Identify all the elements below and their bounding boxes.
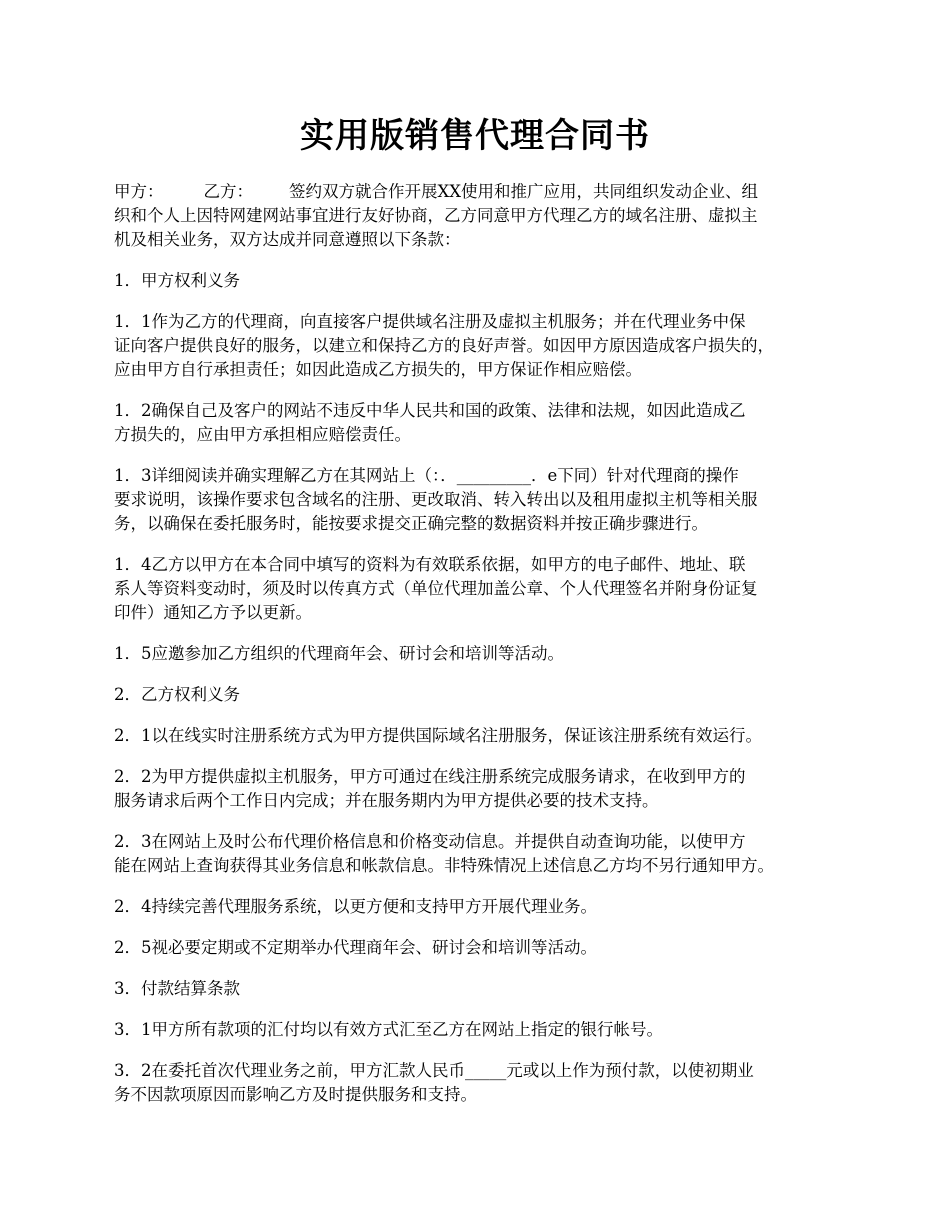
intro-line [114, 180, 854, 204]
paragraph-line: 务不因款项原因而影响乙方及时提供服务和支持。 [114, 1085, 477, 1104]
document-title: 实用版销售代理合同书 [300, 116, 650, 156]
clause-1-3 [114, 464, 854, 536]
intro-text: 签约双方就合作开展XX使用和推广应用，共同组织发动企业、组 [289, 182, 758, 201]
section-heading [114, 269, 854, 293]
paragraph-line: 2．1以在线实时注册系统方式为甲方提供国际域名注册服务，保证该注册系统有效运行。 [114, 726, 762, 745]
intro-paragraph [114, 180, 854, 252]
paragraph-line: 2．乙方权利义务 [114, 685, 240, 704]
paragraph-line: 应由甲方自行承担责任；如因此造成乙方损失的，甲方保证作相应赔偿。 [114, 360, 642, 379]
paragraph-line: 1．4乙方以甲方在本合同中填写的资料为有效联系依据，如甲方的电子邮件、地址、联 [114, 555, 746, 574]
clause-3-1 [114, 1018, 854, 1042]
clause-2-1 [114, 724, 854, 748]
paragraph-line: 能在网站上查询获得其业务信息和帐款信息。非特殊情况上述信息乙方均不另行通知甲方。 [114, 856, 774, 875]
paragraph-line: 要求说明，该操作要求包含域名的注册、更改取消、转入转出以及租用虚拟主机等相关服 [114, 490, 758, 509]
paragraph-line: 1．1作为乙方的代理商，向直接客户提供域名注册及虚拟主机服务；并在代理业务中保 [114, 312, 746, 331]
paragraph-line: 务，以确保在委托服务时，能按要求提交正确完整的数据资料并按正确步骤进行。 [114, 514, 708, 533]
paragraph-line: 1．5应邀参加乙方组织的代理商年会、研讨会和培训等活动。 [114, 644, 564, 663]
clause-1-5 [114, 642, 854, 666]
paragraph-line: 1．甲方权利义务 [114, 271, 240, 290]
section-heading [114, 683, 854, 707]
clause-2-2 [114, 765, 854, 813]
paragraph-line: 系人等资料变动时，须及时以传真方式（单位代理加盖公章、个人代理签名并附身份证复 [114, 579, 758, 598]
paragraph-line: 印件）通知乙方予以更新。 [114, 603, 312, 622]
clause-1-1 [114, 310, 854, 382]
paragraph-line: 3．1甲方所有款项的汇付均以有效方式汇至乙方在网站上指定的银行帐号。 [114, 1020, 663, 1039]
paragraph-line: 3．付款结算条款 [114, 979, 240, 998]
paragraph-line: 2．5视必要定期或不定期举办代理商年会、研讨会和培训等活动。 [114, 938, 597, 957]
paragraph-line: 2．2为甲方提供虚拟主机服务，甲方可通过在线注册系统完成服务请求，在收到甲方的 [114, 767, 746, 786]
paragraph-line: 2．4持续完善代理服务系统，以更方便和支持甲方开展代理业务。 [114, 897, 597, 916]
intro-line: 机及相关业务，双方达成并同意遵照以下条款： [114, 230, 461, 249]
section-heading [114, 977, 854, 1001]
clause-1-2 [114, 399, 854, 447]
paragraph-line: 1．2确保自己及客户的网站不违反中华人民共和国的政策、法律和法规，如因此造成乙 [114, 401, 746, 420]
party-b-label: 乙方： [203, 182, 253, 201]
intro-line: 织和个人上因特网建网站事宜进行友好协商，乙方同意甲方代理乙方的域名注册、虚拟主 [114, 206, 758, 225]
party-a-label: 甲方： [114, 182, 164, 201]
paragraph-line: 服务请求后两个工作日内完成；并在服务期内为甲方提供必要的技术支持。 [114, 791, 659, 810]
document-body [114, 180, 854, 1124]
clause-3-2 [114, 1059, 854, 1107]
paragraph-line: 1．3详细阅读并确实理解乙方在其网站上（：．_________．e下同）针对代理商的操作 [114, 466, 739, 485]
clause-2-3 [114, 830, 854, 878]
clause-1-4 [114, 553, 854, 625]
clause-2-4 [114, 895, 854, 919]
clause-2-5 [114, 936, 854, 960]
paragraph-line: 证向客户提供良好的服务，以建立和保持乙方的良好声誉。如因甲方原因造成客户损失的， [114, 336, 774, 355]
paragraph-line: 3．2在委托首次代理业务之前，甲方汇款人民币_____元或以上作为预付款，以使初期业 [114, 1061, 754, 1080]
paragraph-line: 方损失的，应由甲方承担相应赔偿责任。 [114, 425, 411, 444]
paragraph-line: 2．3在网站上及时公布代理价格信息和价格变动信息。并提供自动查询功能，以使甲方 [114, 832, 746, 851]
